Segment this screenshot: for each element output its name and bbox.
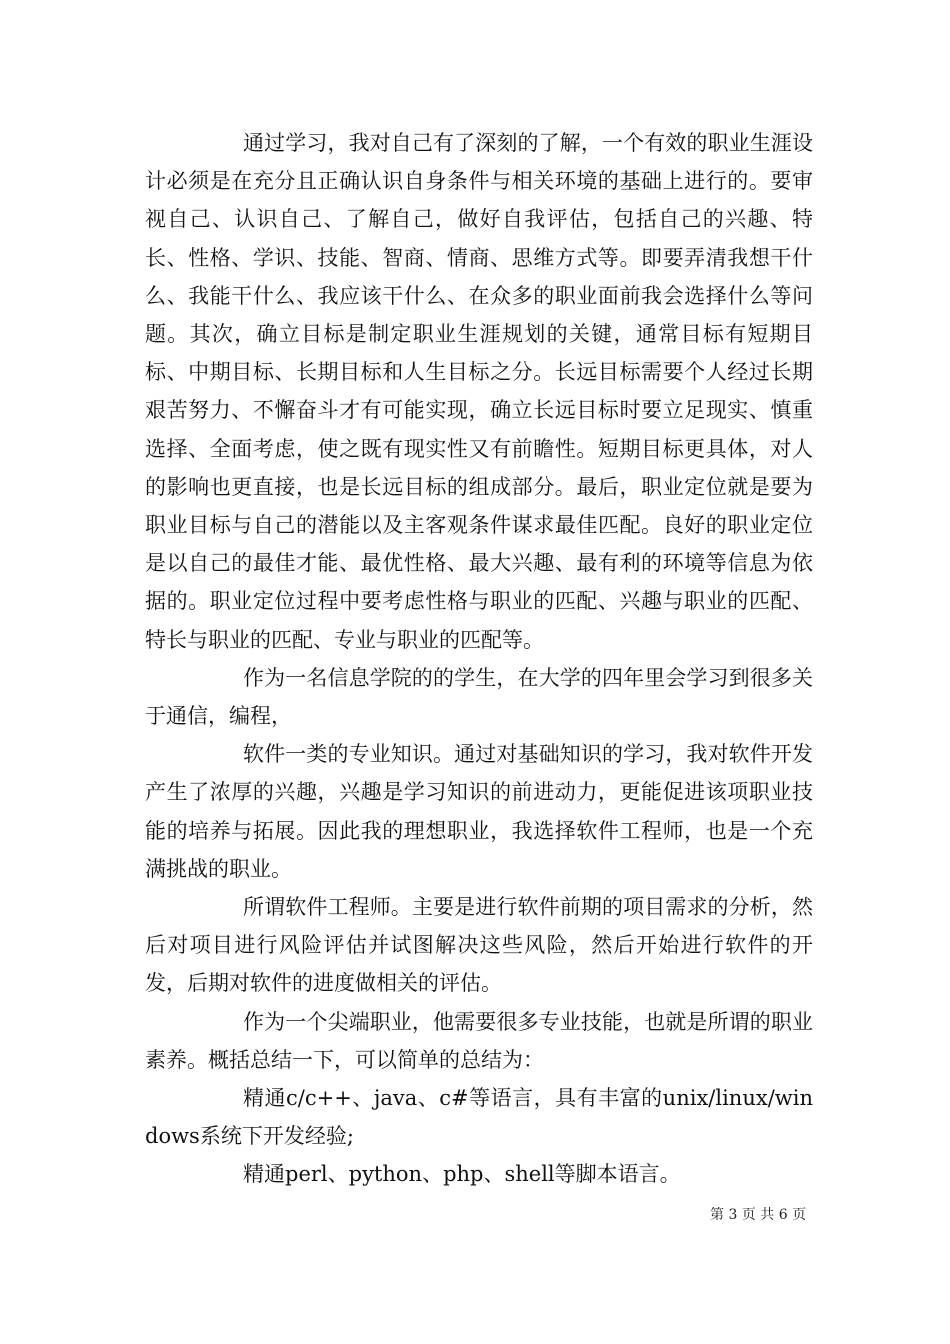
paragraph-languages-skill: 精通c/c++、java、c#等语言，具有丰富的unix/linux/windows系统下开发经验; (145, 1086, 813, 1149)
page-number-footer: 第 3 页 共 6 页 (710, 1207, 807, 1223)
paragraph-college-study: 作为一名信息学院的的学生，在大学的四年里会学习到很多关于通信，编程， (145, 665, 813, 729)
paragraph-software-engineer: 所谓软件工程师。主要是进行软件前期的项目需求的分析，然后对项目进行风险评估并试图解决这些风险，然后开始进行软件的开发，后期对软件的进度做相关的评估。 (145, 895, 813, 996)
paragraph-professional-skills: 作为一个尖端职业，他需要很多专业技能，也就是所谓的职业素养。概括总结一下，可以简单的总结为： (145, 1009, 813, 1072)
document-body (145, 124, 813, 1194)
paragraph-self-assessment: 通过学习，我对自己有了深刻的了解，一个有效的职业生涯设计必须是在充分且正确认识自身条件与相关环境的基础上进行的。要审视自己、认识自己、了解自己，做好自我评估，包括自己的兴趣、特长、性格、学识、技能、智商、情商、思维方式等。即要弄清我想干什么、我能干什么、我应该干什么、在众多的职业面前我会选择什么等问题。其次，确立目标是制定职业生涯规划的关键，通常目标有短期目标、中期目标、长期目标和人生目标之分。长远目标需要个人经过长期艰苦努力、不懈奋斗才有可能实现，确立长远目标时要立足现实、慎重选择、全面考虑，使之既有现实性又有前瞻性。短期目标更具体，对人的影响也更直接，也是长远目标的组成部分。最后，职业定位就是要为职业目标与自己的潜能以及主客观条件谋求最佳匹配。良好的职业定位是以自己的最佳才能、最优性格、最大兴趣、最有利的环境等信息为依据的。职业定位过程中要考虑性格与职业的匹配、兴趣与职业的匹配、特长与职业的匹配、专业与职业的匹配等。 (145, 131, 813, 652)
paragraph-software-interest: 软件一类的专业知识。通过对基础知识的学习，我对软件开发产生了浓厚的兴趣，兴趣是学习知识的前进动力，更能促进该项职业技能的培养与拓展。因此我的理想职业，我选择软件工程师，也是一个充满挑战的职业。 (145, 742, 813, 881)
paragraph-scripting-skill: 精通perl、python、php、shell等脚本语言。 (243, 1162, 681, 1187)
